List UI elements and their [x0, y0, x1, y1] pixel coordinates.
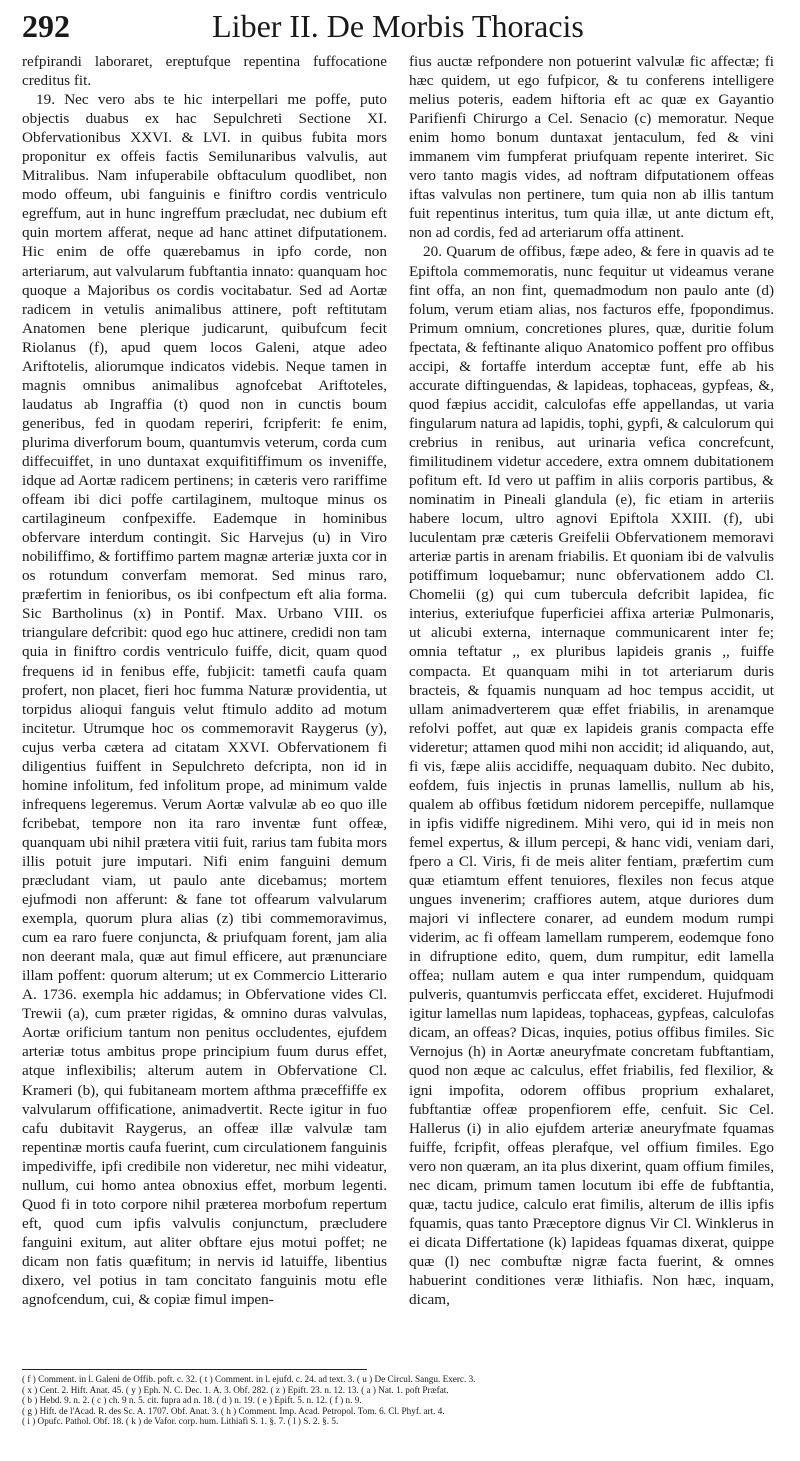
footnote-line: ( x ) Cent. 2. Hift. Anat. 45. ( y ) Eph. N. C. Dec. 1. A. 3. Obf. 282. ( z ) Epift. 23. n. 12. 13. ( a ) Nat. 1. poft Præfat.	[22, 1384, 449, 1395]
footnote-line: ( f ) Comment. in l. Galeni de Offib. poft. c. 32. ( t ) Comment. in l. ejufd. c. 24. ad text. 3. ( u ) De Circul. Sangu. Exerc. 3.	[22, 1374, 476, 1384]
text-columns	[22, 52, 774, 1362]
footnote-line: ( i ) Opufc. Pathol. Obf. 18. ( k ) de Vafor. corp. hum. Lithiafi S. 1. §. 7. ( l ) S. 2. §. 5.	[22, 1416, 339, 1427]
footnote-line: ( g ) Hift. de l'Acad. R. des Sc. A. 1707. Obf. Anat. 3. ( h ) Comment. Imp. Acad. Petropol. Tom. 6. Cl. Phyf. art. 4.	[22, 1405, 445, 1416]
page-number: 292	[22, 8, 70, 44]
right-column	[409, 52, 774, 1362]
page-header	[22, 6, 774, 46]
paragraph: refpirandi laboraret, ereptufque repentina fuffocatione creditus fit.	[22, 53, 387, 90]
paragraph: 20. Quarum de offibus, fæpe adeo, & fere in quavis ad te Epiftola commemoratis, nunc fequitur ut videamus verane fint offa, an non fint, quemadmodum non paulo ante (d) folum, verum etiam alias, nos facturos effe, fpopondimus. Primum omnium, concretiones plures, quæ, duritie folum fpectata, & feftinante aliquo Anatomico poffent pro offibus accipi, & fortaffe interdum acceptæ funt, effe ab his accurate diftinguendas, & lapideas, tophaceas, gypfeas, &, quod fæpius accidit, calculofas effe appellandas, ut varia fingularum natura ad lapidis, tophi, gypfi, & calculorum qui crebrius in renibus, aut urinaria vefica concrefcunt, fimilitudinem videtur accedere, extra omnem dubitationem pofitum eft. Id vero ut paffim in aliis corporis partibus, & nominatim in Pineali glandula (e), fic etiam in arteriis habere locum, ultro agnovi Epiftola XXIII. (f), ubi luculentam præ cæteris Greifelii Obfervationem memoravi arteriæ partis in arenam friabilis. Et quoniam ibi de valvulis potiffimum loquebamur; nunc obfervationem addo Cl. Chomelii (g) qui cum tubercula defcribit lapidea, fic interius, exteriufque fuperficiei affixa arteriæ Pulmonaris, ut alicubi externa, internaque communicarent inter fe; omnia teftatur ,, ex pluribus lapideis granis ,, fuiffe compacta. Et quanquam mihi in tot arteriarum duris bracteis, & fquamis nunquam ad hoc tempus accidit, ut ullam animadverterem quæ effet friabilis, in arenamque refolvi poffet, aut quæ ex lapideis granis compacta effe videretur; attamen quod mihi non accidit; id aliquando, aut, fi vis, fæpe aliis accidiffe, nequaquam dubito. Nec dubito, eofdem, fuis injectis in prunas lamellis, nullum ab his, qualem ab offibus fœtidum nidorem percepiffe, nullamque in ipfis vidiffe nigredinem. Mihi vero, qui id in meis non femel expertus, & illum percepi, & hanc vidi, veniam dari, fpero a Cl. Viris, fi de meis aliter fentiam, præfertim cum quæ etiamtum effent tenuiores, flexiles non fecus atque ungues invenerim; craffiores autem, atque duriores dum majori vi inflectere conarer, ad eundem modum rumpi viderim, ac fi offeam lamellam rumperem, eodemque fono in difruptione edito, quem, dum rumpitur, edit lamella offea; nullam autem e qua inter rumpendum, quidquam pulveris, quantumvis perficcata effet, excideret. Hujufmodi igitur lamellas num lapideas, tophaceas, gypfeas, calculofas dicam, an offeas? Dicas, inquies, potius offibus fimiles. Sic Vernojus (h) in Aortæ aneuryfmate concretam fubftantiam, quod non æque ac calculus, effet friabilis, fed flexilior, & igni impofita, odorem offibus proprium exhalaret, fubftantiæ offeæ propenfiorem effe, cenfuit. Sic Cel. Hallerus (i) in alio ejufdem arteriæ aneuryfmate fquamas fuiffe, fcripfit, offeas plerafque, vel offium fimiles. Ego vero non quæram, an ita plus dixerint, quam offium fimiles, nec dicam, primum tamen locutum ibi effe de fubftantia, quæ, tactu judice, calculo erat fimilis, alterum de illis ipfis fquamis, quas tanto Præceptore dignus Vir Cl. Winklerus in ei dicata Differtatione (k) lapideas fquamas dixerat, quippe quæ (l) nec combuftæ nigræ facta fuerint, & omnes habuerint conditiones veræ lithiafis. Non hæc, inquam, dicam,	[409, 243, 774, 1309]
paragraph: 19. Nec vero abs te hic interpellari me poffe, puto objectis duabus ex hac Sepulchreti Sectione XI. Obfervationibus XXVI. & LVI. in quibus fubita mors proponitur ex offeis factis Semilunaribus valvulis, aut Mitralibus. Nam infuperabile obftaculum quodlibet, non modo offeum, ubi fanguinis e finiftro cordis ventriculo egreffum, aut in hunc ingreffum præcludat, nec dubium eft quin mortem afferat, neque ad hanc attinet difputationem. Hic enim de offe quærebamus in ipfo corde, non arteriarum, aut valvularum fubftantia innato: quanquam hoc quoque a Majoribus os cordis vocitabatur. Sed ad Aortæ radicem in vetulis animalibus attinere, poft reftitutam Anatomen bene plerique judicarunt, quibufcum fecit Riolanus (f), apud quem locos Galeni, atque adeo Ariftotelis, aliorumque indicatos videbis. Neque tamen in magnis omnibus animalibus agnofcebat Ariftoteles, laudatus ab Ingraffia (t) quod non in cunctis boum generibus, fed in quodam reperiri, fcripferit: fe enim, plurima diverforum boum, quantumvis veterum, corda cum diffecuiffet, in uno duntaxat exquifitiffimum os inveniffe, idque ad Aortæ radicem pertinens; in cæteris vero rariffime offeam ibi dici poffe cartilaginem, multoque minus os cartilagineum confpexiffe. Eademque in hominibus obfervare interdum contingit. Sic Harvejus (u) in Viro nobiliffimo, & fortiffimo partem magnæ arteriæ juxta cor in os rotundum converfam memorat. Sed minus raro, præfertim in fenioribus, os ibi confpectum eft alia forma. Sic Bartholinus (x) in Pontif. Max. Urbano VIII. os triangulare defcribit: quod ego huc attinere, credidi non tam quia in finiftro cordis ventriculo fuiffe, dicit, quam quod frequens id in fenibus effe, fubjicit: tametfi caufa quam profert, non placet, fieri hoc fumma Naturæ providentia, ut torpidus alioqui fanguis velut ftimulo addito ad motum incitetur. Utrumque hoc os commemoravit Raygerus (y), cujus verba cætera ad citatam XXVI. Obfervationem fi diligentius fuiffent in Sepulchreto defcripta, non id in homine infolitum, fed infolitum prope, ad minimum valde infrequens legeremus. Verum Aortæ valvulæ ab eo quo ille fcribebat, tempore non ita raro inventæ funt offeæ, quanquam ubi nihil prætera vitii fuit, rarius tam fubita mors illis potuit jure imputari. Nifi enim fanguini demum præcludant viam, ut paulo ante dicebamus; mortem ejufmodi non afferunt: & fane tot offearum valvularum exempla, quorum plura alias (z) tibi commemoravimus, cum ea raro fuere conjuncta, & priufquam forent, jam alia non deerant mala, quæ aut fimul efficere, aut prænunciare illam poffent: quorum alterum; ut ex Commercio Litterario A. 1736. exempla hic addamus; in Obfervatione vides Cl. Trewii (a), cum præter rigidas, & omnino duras valvulas, Aortæ orificium tantum non penitus occludentes, ejufdem arteriæ totus ambitus prope principium fuum durus effet, atque inflexibilis; alterum autem in Obfervatione Cl. Krameri (b), qui fubitaneam mortem afthma præceffiffe ex valvularum offificatione, animadvertit. Recte igitur in fuo cafu dubitavit Raygerus, an offeæ illæ valvulæ tam repentinæ mortis caufa fuerint, cum circulationem fanguinis impediviffe, ipfi credibile non videretur, nec mihi videatur, nullum, cui homo antea obnoxius effet, morbum legenti. Quod fi in toto corpore nihil præterea morbofum repertum eft, quod cum ipfis valvulis conjunctum, præcludere fanguini exitum, aut aliter obftare ejus motui poffet; ne dicam non fatis quæfitum; in nervis id latuiffe, libentius dixero, vel potius in tam concitato fanguinis motu efle agnofcendum, cui, & copiæ fimul impen-	[22, 91, 387, 1309]
footnote-line: ( b ) Hebd. 9. n. 2. ( c ) ch. 9 n. 5. cit. fupra ad n. 18. ( d ) n. 19. ( e ) Epift. 5. n. 12. ( f ) n. 9.	[22, 1395, 362, 1406]
running-title: Liber II. De Morbis Thoracis	[212, 8, 584, 44]
footnote-rule	[22, 1369, 367, 1370]
footnotes	[22, 1374, 774, 1427]
left-column	[22, 52, 387, 1362]
paragraph: fius auctæ refpondere non potuerint valvulæ fic affectæ; fi hæc quidem, ut ego fufpicor, & tu conferens intelligere melius poteris, eadem hiftoria eft ac quæ ex Gayantio Parifienfi Chirurgo a Cel. Senacio (c) memoratur. Neque enim homo bonum duntaxat jentaculum, fed & vini immanem vim fumpferat priufquam repente interiret. Sic vero tanto magis vides, ad noftram difputationem offeas iftas valvulas non pertinere, tum quia non ab illis tantum fuit repentinus interitus, tum quia illæ, ut ante dictum eft, non ad cordis, fed ad arteriarum offa attinent.	[409, 53, 774, 242]
